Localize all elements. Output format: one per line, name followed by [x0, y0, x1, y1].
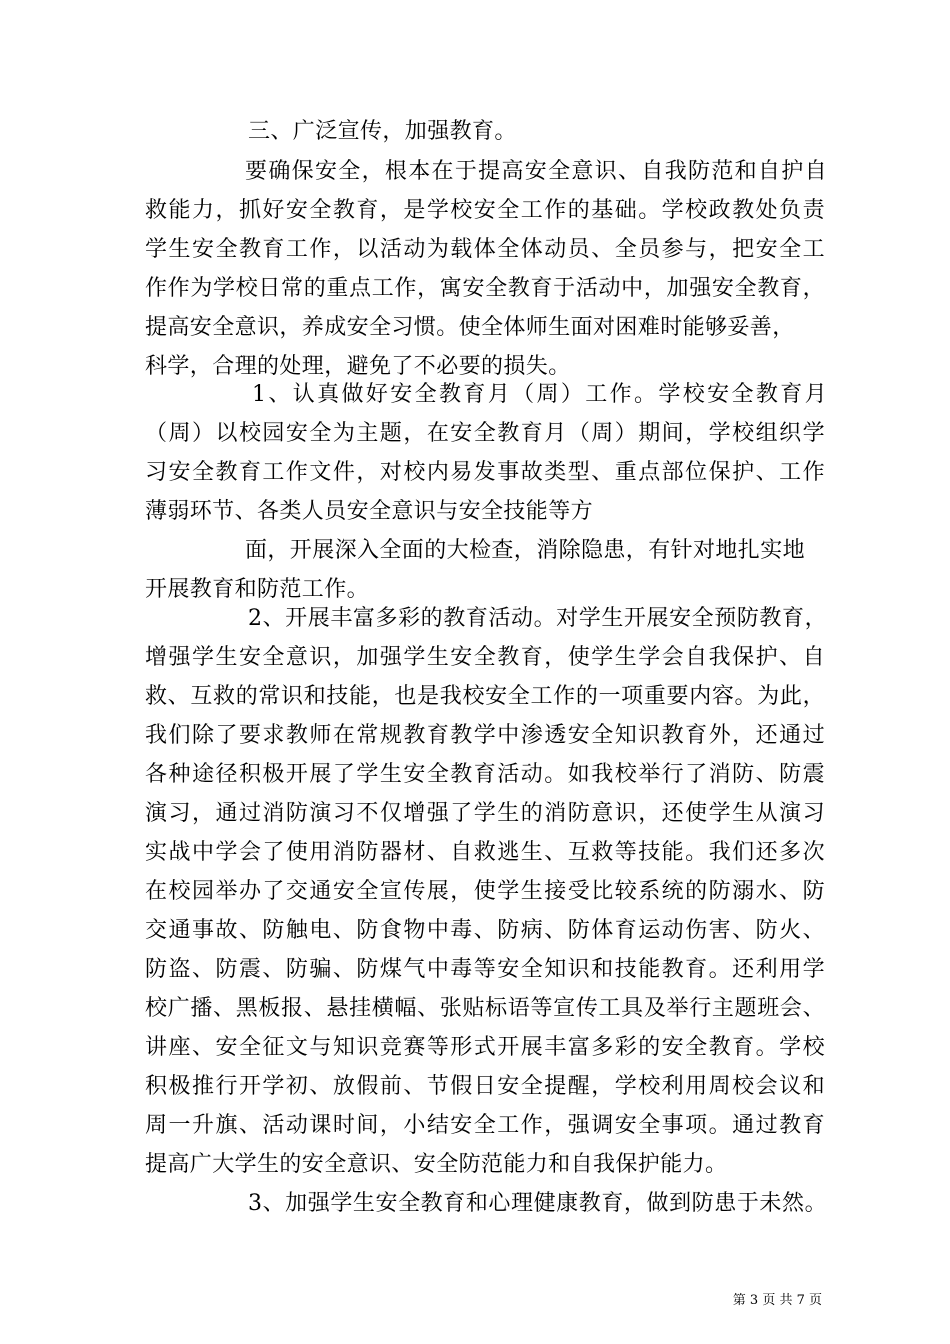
- paragraph-line: （周）以校园安全为主题，在安全教育月（周）期间，学校组织学: [145, 421, 825, 446]
- paragraph-line: 校广播、黑板报、悬挂横幅、张贴标语等宣传工具及举行主题班会、: [145, 996, 825, 1021]
- page-number-footer: 第 3 页 共 7 页: [732, 1293, 822, 1308]
- section-heading: 三、广泛宣传，加强教育。: [248, 119, 517, 144]
- paragraph-line: 1、认真做好安全教育月（周）工作。学校安全教育月: [252, 382, 827, 407]
- paragraph-line: 开展教育和防范工作。: [145, 577, 370, 602]
- paragraph-line: 增强学生安全意识，加强学生安全教育，使学生学会自我保护、自: [145, 645, 825, 670]
- paragraph-line: 作作为学校日常的重点工作，寓安全教育于活动中，加强安全教育，: [145, 276, 825, 301]
- paragraph-line: 3、加强学生安全教育和心理健康教育，做到防患于未然。: [248, 1191, 827, 1216]
- paragraph-line: 实战中学会了使用消防器材、自救逃生、互救等技能。我们还多次: [145, 840, 825, 865]
- paragraph-line: 薄弱环节、各类人员安全意识与安全技能等方: [145, 499, 594, 524]
- paragraph-line: 救能力，抓好安全教育，是学校安全工作的基础。学校政教处负责: [145, 198, 825, 223]
- paragraph-line: 演习，通过消防演习不仅增强了学生的消防意识，还使学生从演习: [145, 801, 825, 826]
- paragraph-line: 学生安全教育工作，以活动为载体全体动员、全员参与，把安全工: [145, 237, 825, 262]
- paragraph-line: 要确保安全，根本在于提高安全意识、自我防范和自护自: [245, 159, 827, 184]
- paragraph-line: 提高安全意识，养成安全习惯。使全体师生面对困难时能够妥善，: [145, 315, 795, 340]
- paragraph-line: 交通事故、防触电、防食物中毒、防病、防体育运动伤害、防火、: [145, 918, 825, 943]
- paragraph-line: 习安全教育工作文件，对校内易发事故类型、重点部位保护、工作: [145, 460, 825, 485]
- paragraph-line: 我们除了要求教师在常规教育教学中渗透安全知识教育外，还通过: [145, 723, 825, 748]
- paragraph-line: 科学，合理的处理，避免了不必要的损失。: [145, 354, 571, 379]
- paragraph-line: 周一升旗、活动课时间，小结安全工作，强调安全事项。通过教育: [145, 1113, 825, 1138]
- paragraph-line: 在校园举办了交通安全宣传展，使学生接受比较系统的防溺水、防: [145, 879, 825, 904]
- paragraph-line: 2、开展丰富多彩的教育活动。对学生开展安全预防教育，: [248, 606, 827, 631]
- paragraph-line: 各种途径积极开展了学生安全教育活动。如我校举行了消防、防震: [145, 762, 825, 787]
- paragraph-line: 防盗、防震、防骗、防煤气中毒等安全知识和技能教育。还利用学: [145, 957, 825, 982]
- paragraph-line: 面，开展深入全面的大检查，消除隐患，有针对地扎实地: [245, 538, 806, 563]
- paragraph-line: 讲座、安全征文与知识竞赛等形式开展丰富多彩的安全教育。学校: [145, 1035, 825, 1060]
- paragraph-line: 提高广大学生的安全意识、安全防范能力和自我保护能力。: [145, 1152, 728, 1177]
- paragraph-line: 救、互救的常识和技能，也是我校安全工作的一项重要内容。为此，: [145, 684, 825, 709]
- paragraph-line: 积极推行开学初、放假前、节假日安全提醒，学校利用周校会议和: [145, 1074, 825, 1099]
